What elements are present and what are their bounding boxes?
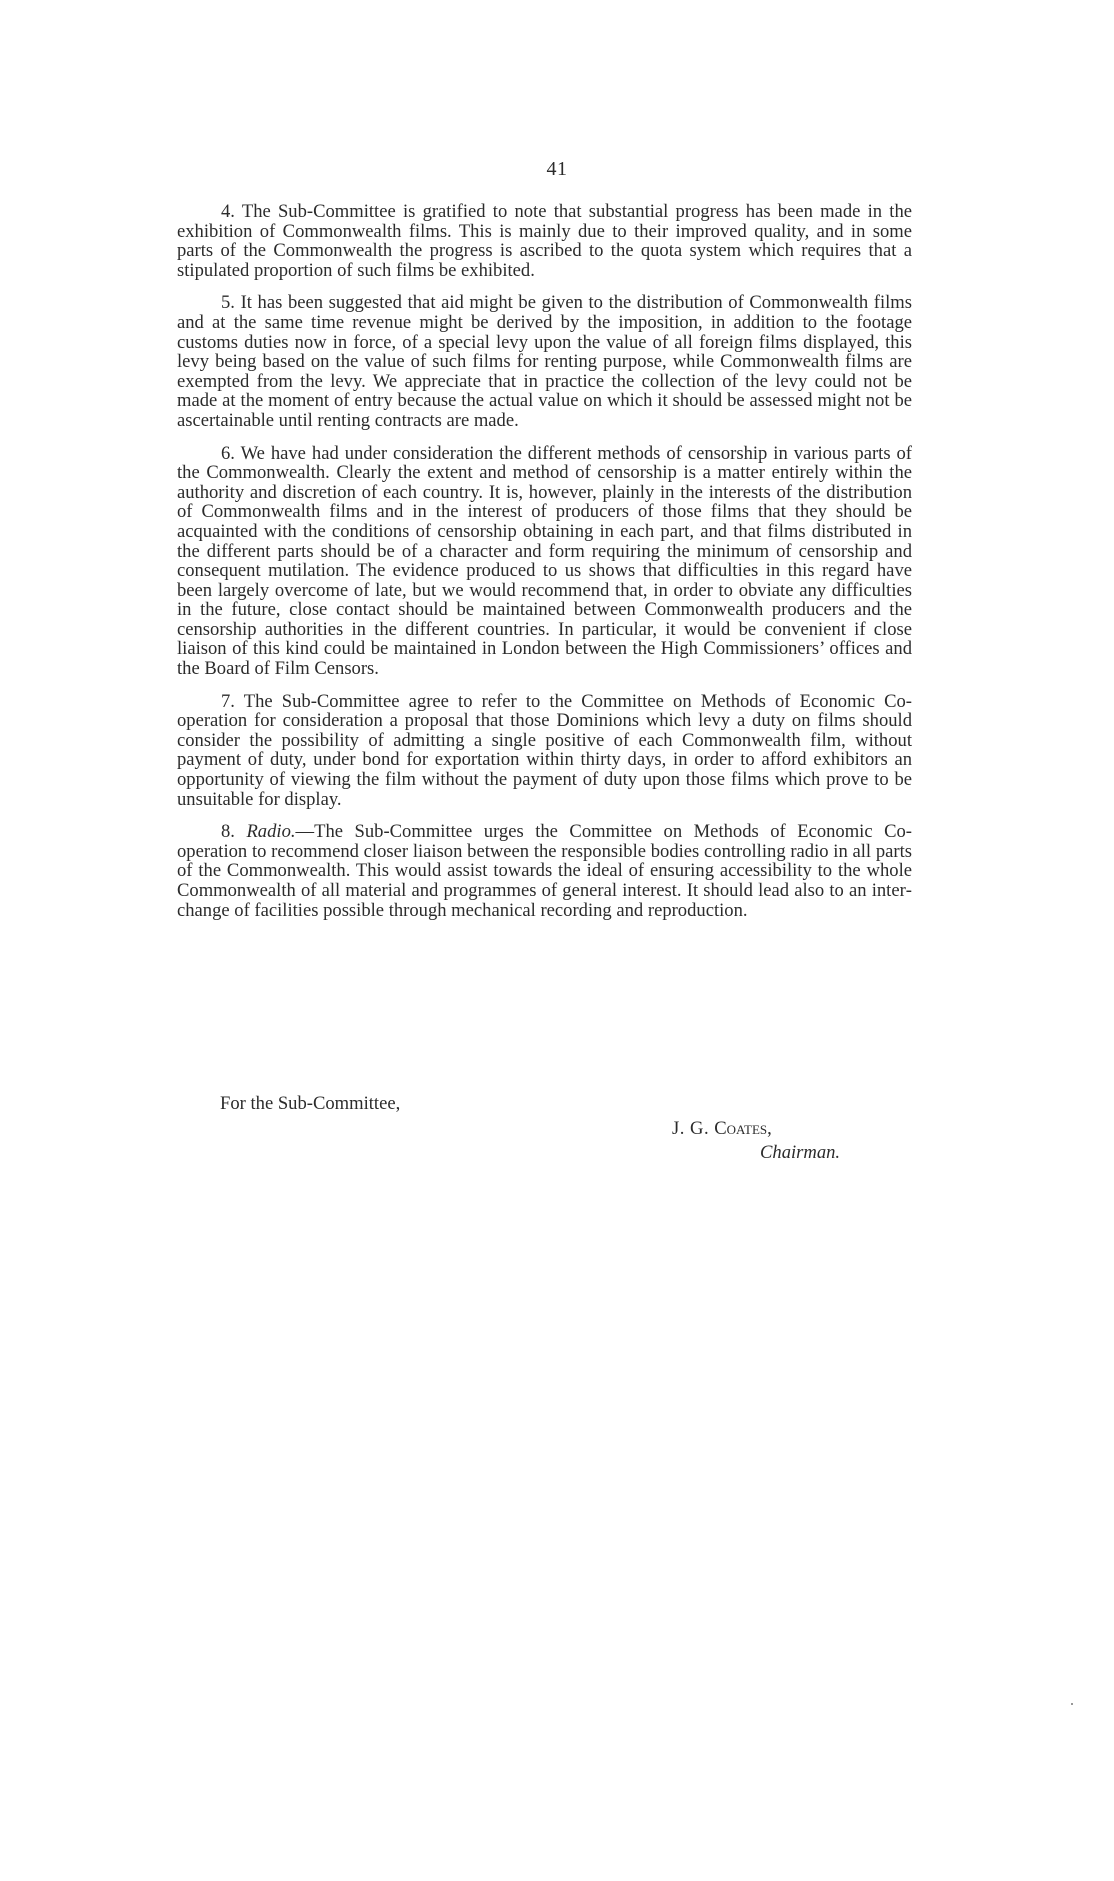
paragraph-7 [177,692,912,810]
signatory-title: Chairman. [760,1142,841,1163]
paragraph-number: 8. [221,821,235,843]
paragraph-number: 4. [221,201,235,222]
paragraph-heading-radio: Radio. [246,821,296,843]
paragraph-text: The Sub-Committee agree to refer to the Committee on Methods of Economic Co-operation for consideration a proposal that those Dominions which levy a duty on films should consider the possibility of admitting a single positive of each Commonwealth film, without payment of duty, under bond for exportation within thirty days, in order to afford exhibitors an opportunity of viewing the film without the payment of duty upon those films which prove to be unsuitable for display. [177,690,912,810]
paragraph-text: We have had under consideration the different methods of censorship in various parts of the Commonwealth. Clearly the extent and method of censorship is a matter entirely within the authority and discretion of each country. It is, however, plainly in the interests of the distribution of Commonwealth films and in the interest of producers of those films that they should be acquainted with the conditions of censorship obtaining in each part, and that films distributed in the different parts should be of a character and form requiring the minimum of censorship and consequent mutilation. The evidence produced to us shows that difficulties in this regard have been largely overcome of late, but we would recommend that, in order to obviate any difficulties in the future, close contact should be maintained between Commonwealth producers and the censorship authorities in the different countries. In particular, it would be convenient if close liaison of this kind could be maintained in London between the High Commissioners’ offices and the Board of Film Censors. [177,442,912,680]
signatory-surname: Coates, [714,1118,772,1139]
paragraph-text: The Sub-Committee is gratified to note that substantial progress has been made in the exhibition of Commonwealth films. This is mainly due to their improved quality, and in some parts of the Commonwealth the progress is ascribed to the quota system which requires that a stipulated proportion of such films be exhibited. [177,201,912,281]
signatory-name [672,1118,772,1139]
body-text [177,202,912,933]
paragraph-8 [177,822,912,920]
paragraph-6 [177,444,912,679]
page-number: 41 [546,158,568,180]
signature-block [672,1117,840,1165]
paragraph-number: 5. [221,292,235,314]
paragraph-text: —The Sub-Committee urges the Committee on Methods of Economic Co-operation to recommend closer liaison between the responsible bodies controlling radio in all parts of the Commonwealth. This would assist towards the ideal of ensuring accessibility to the whole Commonwealth of all material and programmes of general interest. It should lead also to an interchange of facilities possible through mechanical recording and reproduction. [177,821,912,921]
paragraph-text: It has been suggested that aid might be given to the distribution of Commonwealth films and at the same time revenue might be derived by the imposition, in addition to the footage customs duties now in force, of a special levy upon the value of all foreign films displayed, this levy being based on the value of such films for renting purpose, while Commonwealth films are exempted from the levy. We appreciate that in practice the collection of the levy could not be made at the moment of entry because the actual value on which it should be assessed might not be ascertainable until renting contracts are made. [177,292,912,431]
signatory-initials: J. G. [672,1118,715,1139]
paragraph-5 [177,293,912,430]
scan-speck [1071,1703,1073,1705]
paragraph-number: 6. [221,442,235,464]
paragraph-4 [177,202,912,280]
paragraph-number: 7. [221,690,235,712]
signoff-line: For the Sub-Committee, [220,1093,401,1114]
